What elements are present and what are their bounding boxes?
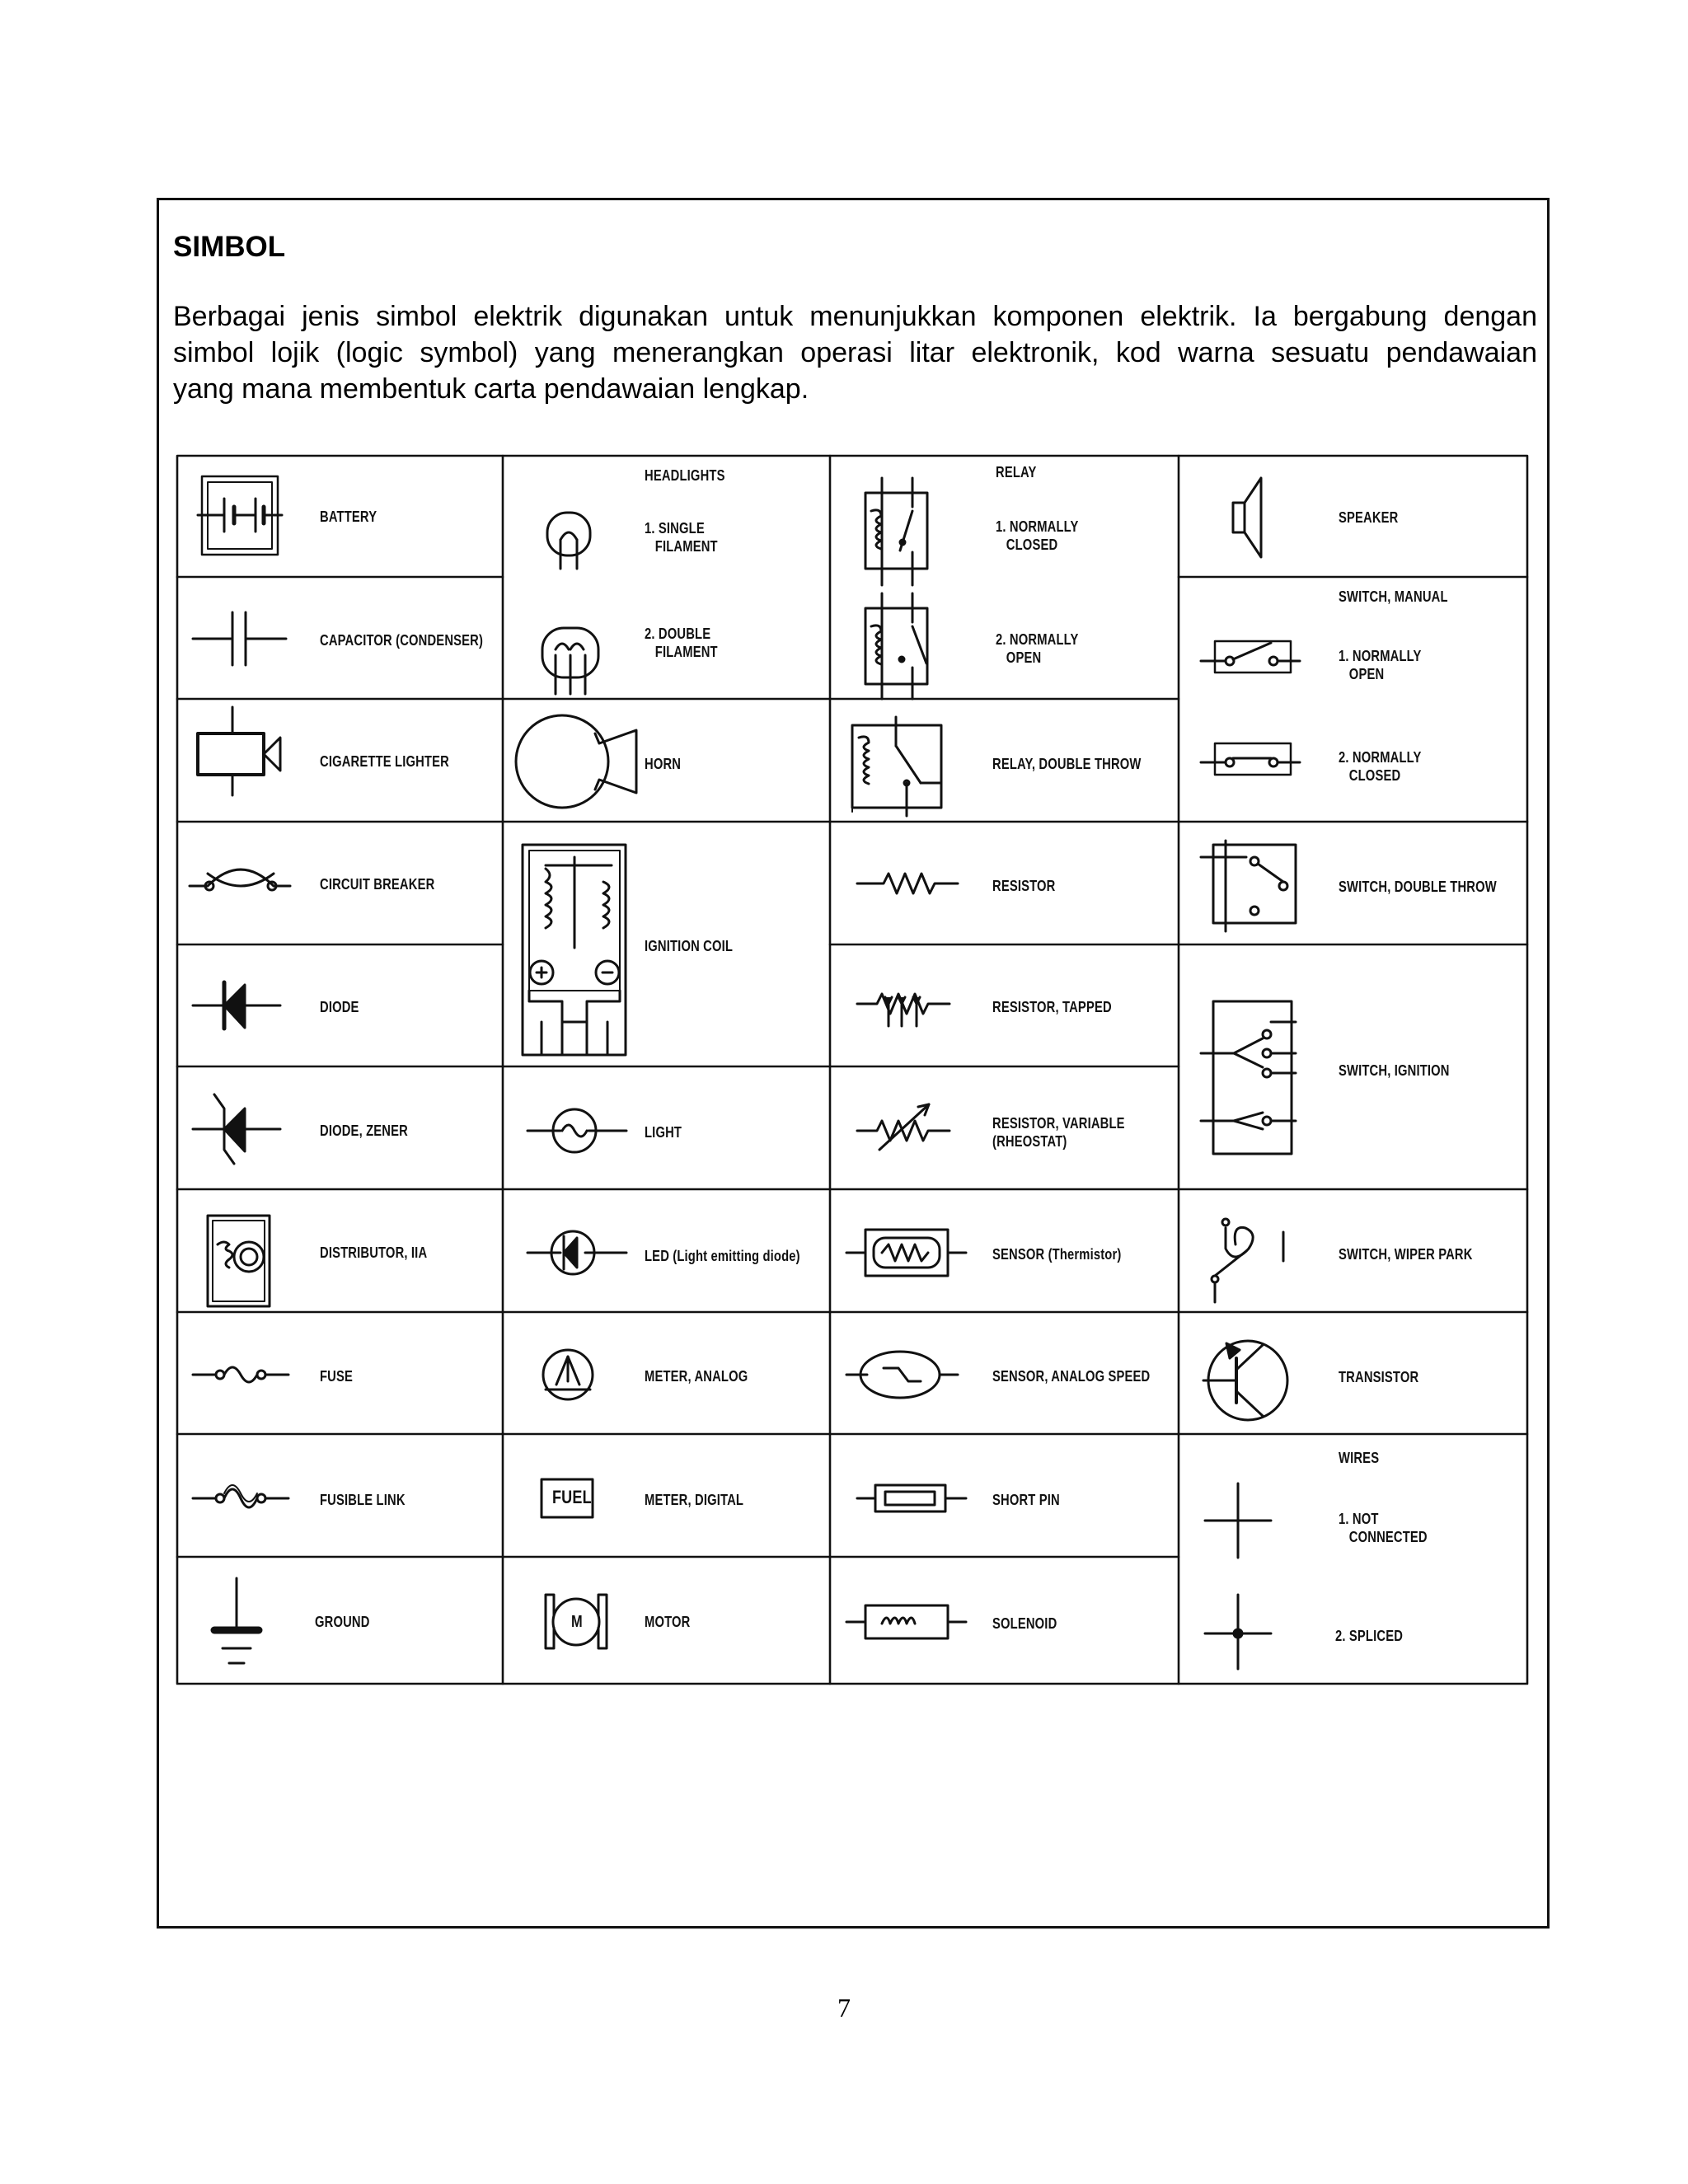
wires-not-connected-icon	[1205, 1483, 1271, 1558]
label-switch-manual: SWITCH, MANUAL	[1339, 588, 1448, 605]
label-short-pin: SHORT PIN	[992, 1492, 1060, 1508]
sensor-thermistor-icon	[846, 1230, 966, 1276]
capacitor-icon	[193, 612, 286, 665]
meter-analog-icon	[543, 1350, 593, 1399]
sensor-analog-speed-icon	[846, 1352, 958, 1398]
label-diode: DIODE	[320, 999, 359, 1015]
label-relay: RELAY	[996, 464, 1037, 480]
label-wires: WIRES	[1339, 1450, 1380, 1466]
label-meter-analog: METER, ANALOG	[645, 1368, 748, 1385]
switch-double-throw-icon	[1201, 841, 1296, 931]
label-sensor-thermistor: SENSOR (Thermistor)	[992, 1246, 1122, 1263]
label-transistor: TRANSISTOR	[1339, 1369, 1419, 1385]
label-capacitor: CAPACITOR (CONDENSER)	[320, 632, 484, 649]
switch-manual-closed-icon	[1201, 743, 1300, 775]
relay-normally-closed-icon	[865, 478, 927, 585]
label-circuit-breaker: CIRCUIT BREAKER	[320, 876, 435, 893]
label-solenoid: SOLENOID	[992, 1615, 1057, 1632]
label-fusible-link: FUSIBLE LINK	[320, 1492, 406, 1508]
label-switch-ignition: SWITCH, IGNITION	[1339, 1062, 1450, 1079]
diode-zener-icon	[193, 1094, 280, 1164]
wires-spliced-icon	[1205, 1595, 1271, 1669]
diode-icon	[193, 982, 280, 1029]
intro-line-2: simbol lojik (logic symbol) yang menerangkan operasi litar elektronik, kod warna sesuatu pendawaian	[173, 337, 1537, 368]
relay-double-throw-icon	[852, 717, 941, 816]
label-resistor-tapped: RESISTOR, TAPPED	[992, 999, 1112, 1015]
distributor-icon	[208, 1216, 270, 1306]
section-title: SIMBOL	[173, 231, 286, 263]
led-icon	[528, 1231, 626, 1274]
label-resistor: RESISTOR	[992, 878, 1056, 894]
label-fuse: FUSE	[320, 1368, 354, 1385]
label-speaker: SPEAKER	[1339, 509, 1399, 526]
transistor-icon	[1203, 1341, 1287, 1420]
label-led: LED (Light emitting diode)	[645, 1248, 800, 1264]
label-switch-wiper-park: SWITCH, WIPER PARK	[1339, 1246, 1473, 1263]
horn-icon	[516, 715, 636, 808]
label-headlights: HEADLIGHTS	[645, 467, 725, 484]
intro-line-3: yang mana membentuk carta pendawaian lengkap.	[173, 373, 809, 405]
label-battery: BATTERY	[320, 509, 377, 525]
label-relay-normally-closed: 1. NORMALLY CLOSED	[996, 518, 1079, 553]
label-wires-not-connected: 1. NOT CONNECTED	[1339, 1511, 1428, 1545]
headlight-single-icon	[547, 513, 590, 569]
label-meter-digital: METER, DIGITAL	[645, 1492, 744, 1508]
label-distributor: DISTRIBUTOR, IIA	[320, 1244, 428, 1261]
label-switch-double-throw: SWITCH, DOUBLE THROW	[1339, 879, 1497, 895]
label-ignition-coil: IGNITION COIL	[645, 938, 734, 954]
resistor-tapped-icon	[857, 994, 950, 1026]
intro-line-1: Berbagai jenis simbol elektrik digunakan untuk menunjukkan komponen elektrik. Ia bergabung dengan	[173, 301, 1537, 332]
label-fuel: FUEL	[552, 1487, 592, 1507]
label-relay-normally-open: 2. NORMALLY OPEN	[996, 631, 1079, 666]
label-sensor-analog-speed: SENSOR, ANALOG SPEED	[992, 1368, 1151, 1385]
ignition-coil-icon	[523, 845, 626, 1055]
resistor-variable-icon	[857, 1104, 950, 1150]
switch-ignition-icon	[1201, 1001, 1296, 1154]
label-motor-letter: M	[571, 1613, 583, 1631]
label-cigarette-lighter: CIGARETTE LIGHTER	[320, 753, 449, 770]
page-number: 7	[837, 1993, 851, 2022]
label-double-filament: 2. DOUBLE FILAMENT	[645, 626, 718, 660]
label-switch-normally-closed: 2. NORMALLY CLOSED	[1339, 749, 1422, 784]
solenoid-icon	[846, 1605, 966, 1638]
speaker-icon	[1233, 478, 1261, 557]
ground-icon	[214, 1578, 259, 1663]
light-icon	[528, 1109, 626, 1152]
fusible-link-icon	[193, 1485, 288, 1507]
battery-icon	[198, 476, 282, 555]
headlight-double-icon	[542, 628, 598, 694]
switch-manual-open-icon	[1201, 641, 1300, 673]
label-diode-zener: DIODE, ZENER	[320, 1122, 408, 1139]
label-switch-normally-open: 1. NORMALLY OPEN	[1339, 648, 1422, 682]
label-wires-spliced: 2. SPLICED	[1335, 1628, 1404, 1644]
resistor-icon	[857, 874, 958, 893]
switch-wiper-park-icon	[1212, 1219, 1283, 1302]
label-ground: GROUND	[315, 1614, 370, 1630]
electrical-symbols-sheet	[175, 453, 1530, 1690]
intro-paragraph	[173, 298, 1537, 407]
label-relay-double-throw: RELAY, DOUBLE THROW	[992, 756, 1142, 772]
fuse-icon	[193, 1367, 288, 1382]
cigarette-lighter-icon	[198, 707, 280, 795]
short-pin-icon	[857, 1485, 966, 1511]
label-horn: HORN	[645, 756, 682, 772]
relay-normally-open-icon	[865, 593, 927, 699]
label-resistor-variable: RESISTOR, VARIABLE (RHEOSTAT)	[992, 1115, 1125, 1150]
label-light: LIGHT	[645, 1124, 682, 1141]
label-motor: MOTOR	[645, 1614, 691, 1630]
circuit-breaker-icon	[190, 869, 290, 890]
label-single-filament: 1. SINGLE FILAMENT	[645, 520, 718, 555]
